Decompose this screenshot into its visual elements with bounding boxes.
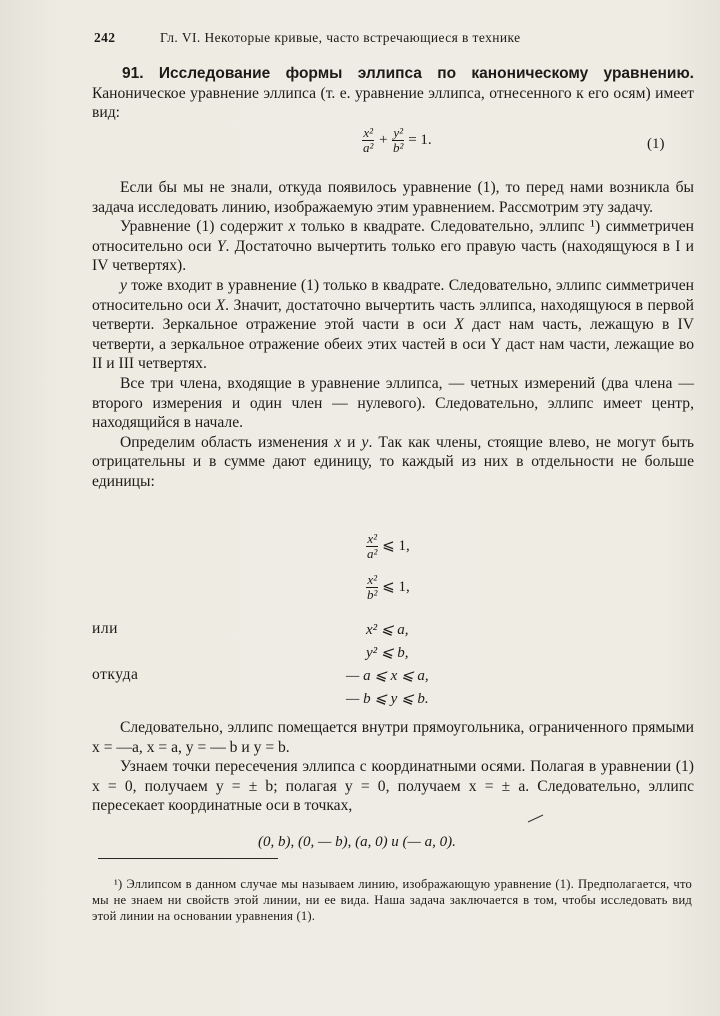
paragraph-1: Если бы мы не знали, откуда появилось уравнение (1), то перед нами возникла бы задача исследовать линию, изображаемую этим уравнением. Рассмотрим эту задачу.: [92, 179, 694, 216]
inequality-x-over-b: $\frac{\text{x²}}{\text{b²}}$ ⩽ 1,: [367, 572, 410, 602]
inequality-y2: y² ⩽ b,: [366, 645, 409, 661]
page-number: 242: [94, 30, 116, 45]
equation-number: (1): [647, 136, 665, 152]
section-intro: [92, 64, 694, 123]
footnote-rule: [98, 858, 278, 859]
running-header: [94, 30, 634, 46]
conclusion-paragraphs: [92, 718, 694, 816]
canonical-equation: $\frac{\text{x²}}{\text{a²}}$ + $\frac{\text{y²}}{\text{b²}}$ = 1.: [363, 125, 432, 155]
paragraph-5: Определим область изменения x и y. Так как члены, стоящие влево, не могут быть отрицательны и в сумме дают единицу, то каждый из них в отдельности не больше единицы:: [92, 433, 694, 490]
word-whence: откуда: [92, 666, 139, 683]
section-intro-text: Каноническое уравнение эллипса (т. е. уравнение эллипса, отнесенного к его осям) имеет вид:: [92, 84, 694, 122]
inequality-x-over-a: $\frac{\text{x²}}{\text{a²}}$ ⩽ 1,: [367, 531, 410, 561]
intersection-points: (0, b), (0, — b), (a, 0) и (— a, 0).: [258, 834, 456, 850]
inequality-y-range: — b ⩽ y ⩽ b.: [346, 691, 429, 707]
inequality-x2: x² ⩽ a,: [366, 622, 409, 638]
word-or: или: [92, 620, 118, 637]
paragraph-7: Узнаем точки пересечения эллипса с координатными осями. Полагая в уравнении (1) x = 0, получаем y = ± b; полагая y = 0, получаем x = ± a. Следовательно, эллипс пересекает координатные оси в точках,: [92, 758, 694, 815]
paragraph-4: Все три члена, входящие в уравнение эллипса, — четных измерений (два члена — второго измерения и один член — нулевого). Следовательно, эллипс имеет центр, находящийся в начале.: [92, 374, 694, 432]
pencil-mark-icon: [527, 813, 545, 823]
paragraph-2: Уравнение (1) содержит x только в квадрате. Следовательно, эллипс ¹) симметричен относительно оси Y. Достаточно вычертить только его правую часть (находящуюся в I и IV четвертях).: [92, 218, 694, 275]
inequality-x-range: — a ⩽ x ⩽ a,: [346, 668, 429, 684]
paragraph-3: y тоже входит в уравнение (1) только в квадрате. Следовательно, эллипс симметричен относительно оси X. Значит, достаточно вычертить часть эллипса, находящуюся в первой четверти. Зеркальное отражение этой части в оси X даст нам часть, лежащую в IV четверти, а зеркальное отражение обеих этих частей в оси Y даст нам части, лежащие во II и III четвертях.: [92, 276, 694, 373]
main-paragraphs: [92, 178, 694, 492]
footnote: [92, 876, 692, 925]
running-title: Гл. VI. Некоторые кривые, часто встречающиеся в технике: [160, 30, 521, 45]
paragraph-6: Следовательно, эллипс помещается внутри прямоугольника, ограниченного прямыми x = —a, x = a, y = — b и y = b.: [92, 719, 694, 756]
footnote-text: ¹) Эллипсом в данном случае мы называем линию, изображающую уравнение (1). Предполагается, что мы не знаем ни свойств этой линии, ни ее вида. Наша задача заключается в том, чтобы исследовать вид этой линии на основании уравнения (1).: [92, 877, 692, 924]
section-title: 91. Исследование формы эллипса по каноническому уравнению.: [122, 65, 694, 82]
